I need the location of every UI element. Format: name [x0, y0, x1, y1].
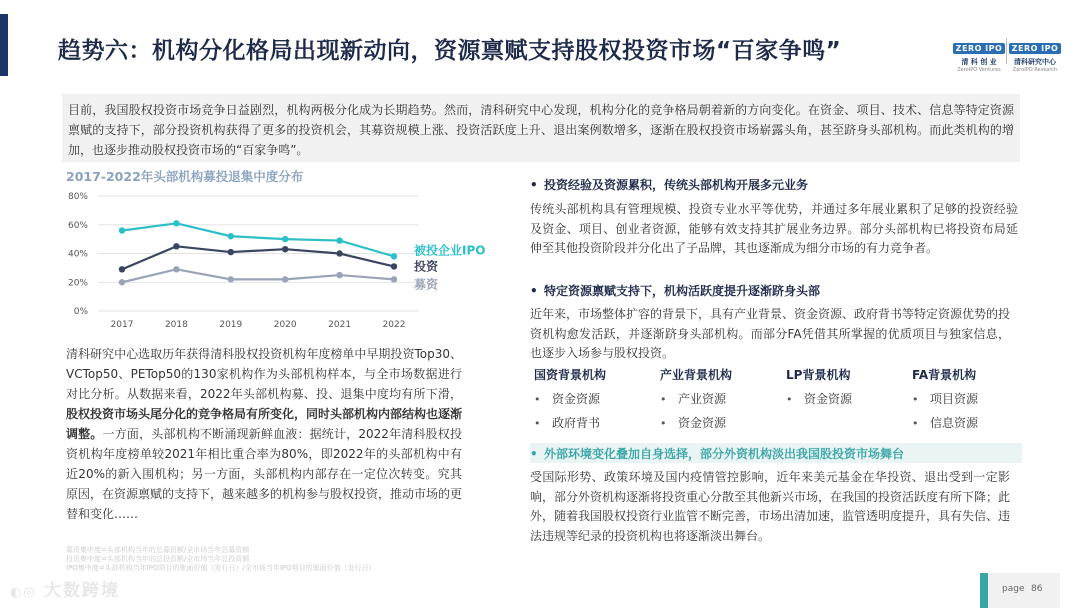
logo-mid-text: 清科研究中心: [1014, 58, 1056, 66]
bullet-heading-3-text: 外部环境变化叠加自身选择，部分外资机构淡出我国股投资市场舞台: [544, 447, 905, 461]
y-tick-label: 80%: [67, 192, 88, 202]
resource-item: • 政府背书: [534, 412, 606, 434]
bullet-dot-icon: •: [912, 393, 919, 406]
data-point: [336, 237, 342, 243]
footer-accent-bar: [980, 573, 988, 608]
bullet-text-3: 受国际形势、政策环境及国内疫情管控影响，近年来美元基金在华投资、退出受到一定影响，部分外资机构逐渐将投资重心分散至其他新兴市场，在我国的投资活跃度有所下降；此外，随着我国股权投资行业监管不断完善，市场出清加速，监管透明度提升，具有失信、违法违规等纪录的投资机构也将逐渐淡出舞台。: [530, 470, 1011, 543]
bullet-heading-2: [530, 282, 820, 299]
watermark-logo-icon: ◐◎: [10, 585, 37, 600]
data-point: [336, 250, 342, 256]
data-point: [282, 236, 288, 242]
zero-ipo-ventures-logo: [952, 36, 1006, 73]
page-title: 趋势六：机构分化格局出现新动向，资源禀赋支持股权投资市场“百家争鸣”: [58, 38, 842, 64]
data-point: [228, 233, 234, 239]
watermark: [10, 576, 120, 601]
data-point: [119, 227, 125, 233]
bullet-heading-1: [530, 176, 808, 193]
x-tick-label: 2018: [164, 320, 188, 330]
chart-title: 2017-2022年头部机构募投退集中度分布: [66, 169, 304, 184]
source-note-3: IPO集中度=头部机构当年IPO项目的账面价值（发行日）/全市场当年IPO项目的账面价值（发行日）: [66, 564, 376, 572]
title-accent-bar: [0, 14, 8, 76]
logo-top-text: ZERO IPO: [953, 43, 1006, 54]
data-point: [119, 279, 125, 285]
left-text-part1: 清科研究中心选取历年获得清科股权投资机构年度榜单中早期投资Top30、VCTop50、PETop50的130家机构作为头部机构样本，与全市场数据进行对比分析。从数据来看，2022年头部机构募、投、退集中度均有所下滑，: [66, 347, 462, 401]
bullet-heading-3: [530, 445, 904, 462]
left-text-part2: 一方面，头部机构不断涌现新鲜血液：据统计，2022年清科股权投资机构年度榜单较2021年相比重合率为80%，即2022年的头部机构中有近20%的新入围机构；另一方面，头部机构内部存在一定位次转变。究其原因，在资源禀赋的支持下，越来越多的机构参与股权投资，推动市场的更替和变化……: [66, 427, 463, 521]
data-point: [391, 253, 397, 259]
resource-column-head: 国资背景机构: [534, 368, 607, 382]
x-tick-label: 2021: [328, 320, 352, 330]
y-tick-label: 20%: [67, 278, 88, 289]
resource-column-4: [912, 366, 978, 434]
data-point: [282, 246, 288, 252]
left-analysis-text: [66, 344, 462, 524]
series-label: 募资: [414, 277, 439, 292]
bullet-heading-2-text: 特定资源禀赋支持下，机构活跃度提升逐渐跻身头部: [544, 284, 821, 298]
resource-column-head: 产业背景机构: [660, 368, 733, 382]
resource-item: • 项目资源: [912, 388, 978, 410]
resource-column-3: [786, 366, 852, 410]
logo-mid-text: 清 科 创 业: [961, 58, 997, 66]
series-label: 被投企业IPO: [414, 243, 486, 258]
bullet-dot-icon: •: [660, 393, 667, 406]
data-point: [119, 266, 125, 272]
resource-item: • 信息资源: [912, 412, 978, 434]
bullet-heading-1-text: 投资经验及资源累积，传统头部机构开展多元业务: [544, 178, 809, 192]
resource-column-2: [660, 366, 732, 434]
left-text-bold: 股权投资市场头尾分化的竞争格局有所变化，同时头部机构内部结构也逐渐调整。: [66, 407, 463, 441]
data-point: [173, 243, 179, 249]
source-note-1: 募资集中度=头部机构当年的总募资额/全市场当年总募资额: [66, 546, 250, 554]
resource-item: • 产业资源: [660, 388, 732, 410]
logo-bot-text: ZeroIPO Research: [1012, 67, 1058, 73]
data-point: [336, 272, 342, 278]
data-point: [391, 263, 397, 269]
bullet-text-2: 近年来，市场整体扩容的背景下，具有产业背景、资金资源、政府背书等特定资源优势的投资机构愈发活跃，并逐渐跻身头部机构。而部分FA凭借其所掌握的优质项目与独家信息，也逐步入场参与股权投资。: [530, 307, 1011, 360]
bullet-dot-icon: •: [530, 284, 538, 298]
bullet-dot-icon: •: [530, 447, 538, 461]
bullet-text-1: 传统头部机构具有管理规模、投资专业水平等优势，并通过多年展业累积了足够的投资经验及资金、项目、创业者资源，能够有效支持其扩展业务边界。部分头部机构已将投资布局延伸至其他投资阶段并分化出了子品牌，其也逐渐成为细分市场的有力竞争者。: [530, 202, 1018, 255]
x-tick-label: 2022: [382, 320, 406, 330]
resource-column-1: [534, 366, 606, 434]
intro-paragraph: 目前，我国股权投资市场竞争日益剧烈，机构两极分化成为长期趋势。然而，清科研究中心发现，机构分化的竞争格局朝着新的方向变化。在资金、项目、技术、信息等特定资源禀赋的支持下，部分投资机构获得了更多的投资机会，其募资规模上涨、投资活跃度上升、退出案例数增多，逐渐在股权投资市场崭露头角，甚至跻身头部机构。而此类机构的增加，也逐步推动股权投资市场的“百家争鸣”。: [62, 94, 1020, 162]
watermark-text: 大数跨境: [44, 581, 120, 601]
logo-bot-text: ZeroIPO Ventures: [957, 67, 1001, 73]
resource-column-head: FA背景机构: [912, 368, 977, 382]
resource-item: • 资金资源: [534, 388, 606, 410]
data-point: [228, 249, 234, 255]
bullet-dot-icon: •: [530, 178, 538, 192]
resource-item: • 资金资源: [786, 388, 852, 410]
data-point: [282, 276, 288, 282]
y-tick-label: 40%: [67, 249, 88, 260]
series-line: [122, 246, 394, 269]
y-tick-label: 60%: [67, 220, 88, 231]
bullet-dot-icon: •: [660, 417, 667, 430]
chart-area: [62, 186, 522, 336]
x-tick-label: 2020: [273, 320, 297, 330]
data-point: [228, 276, 234, 282]
series-line: [122, 269, 394, 282]
bullet-dot-icon: •: [534, 417, 541, 430]
data-point: [173, 220, 179, 226]
x-tick-label: 2017: [110, 320, 134, 330]
resource-column-head: LP背景机构: [786, 368, 851, 382]
line-chart-svg: [62, 186, 522, 336]
zero-ipo-research-logo: [1008, 36, 1062, 73]
bullet-dot-icon: •: [786, 393, 793, 406]
x-tick-label: 2019: [219, 320, 243, 330]
logo-divider: [1006, 38, 1007, 64]
source-notes: [66, 546, 376, 573]
y-tick-label: 0%: [73, 307, 88, 317]
bullet-dot-icon: •: [534, 393, 541, 406]
page-label: page: [1002, 584, 1025, 594]
series-label: 投资: [414, 259, 439, 274]
source-note-2: 投资集中度=头部机构当年的总投资额/全市场当年总投资额: [66, 555, 250, 563]
page-number: 86: [1031, 584, 1043, 594]
logo-top-text: ZERO IPO: [1009, 43, 1062, 54]
bullet-dot-icon: •: [912, 417, 919, 430]
data-point: [391, 276, 397, 282]
resource-item: • 资金资源: [660, 412, 732, 434]
data-point: [173, 266, 179, 272]
